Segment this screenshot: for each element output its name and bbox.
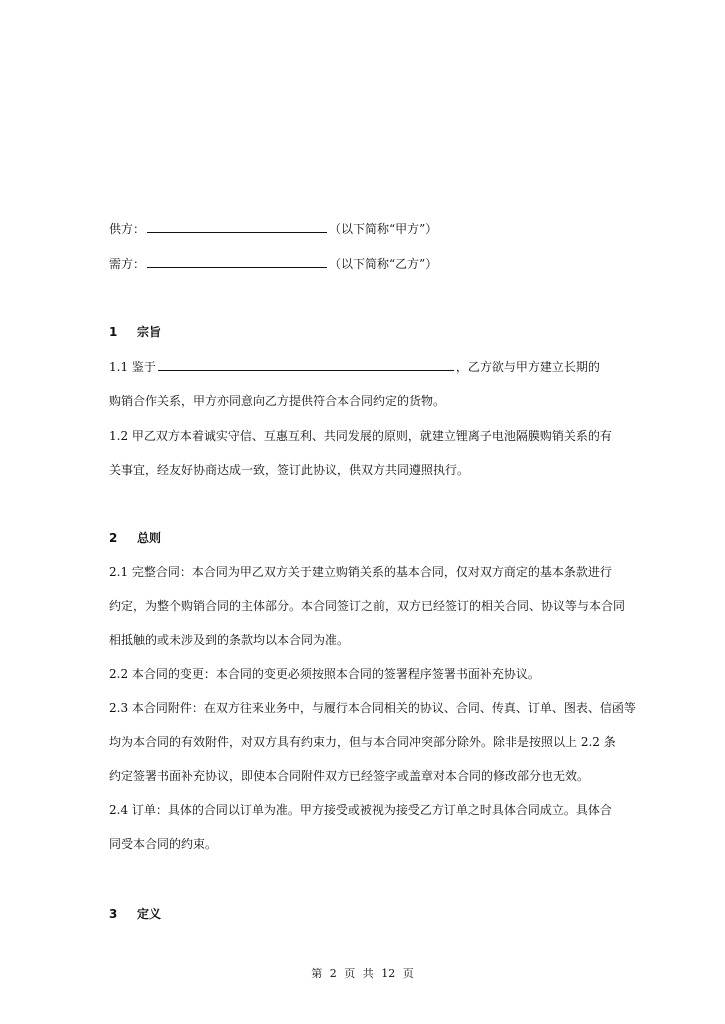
section-2-title: 总则	[137, 531, 162, 545]
buyer-suffix: （以下简称“乙方”）	[329, 257, 438, 271]
clause-2-1-line-1: 2.1 完整合同：本合同为甲乙双方关于建立购销关系的基本合同，仅对双方商定的基本条款进行	[109, 565, 612, 579]
supplier-label: 供方：	[109, 222, 146, 236]
clause-2-3-line-3: 约定签署书面补充协议，即使本合同附件双方已经签字或盖章对本合同的修改部分也无效。	[109, 769, 590, 783]
clause-1-1-suffix: ，乙方欲与甲方建立长期的	[455, 360, 600, 374]
section-1-heading	[109, 324, 161, 340]
clause-1-2-line-1: 1.2 甲乙双方本着诚实守信、互惠互利、共同发展的原则，就建立锂离子电池隔膜购销关系的有	[109, 429, 612, 443]
buyer-label: 需方：	[109, 257, 146, 271]
clause-2-3-line-2: 均为本合同的有效附件，对双方具有约束力，但与本合同冲突部分除外。除非是按照以上 2.2 条	[109, 735, 616, 749]
section-1-number: 1	[109, 325, 118, 339]
section-3-number: 3	[109, 907, 118, 921]
clause-1-1-line-1	[109, 358, 600, 375]
clause-1-1-prefix: 1.1 鉴于	[109, 360, 156, 374]
clause-2-1-line-3: 相抵触的或未涉及到的条款均以本合同为准。	[109, 633, 350, 647]
supplier-blank	[147, 220, 327, 233]
section-1-title: 宗旨	[137, 325, 162, 339]
section-2-number: 2	[109, 531, 118, 545]
supplier-line	[109, 220, 437, 237]
section-3-title: 定义	[137, 907, 162, 921]
clause-2-2: 2.2 本合同的变更：本合同的变更必须按照本合同的签署程序签署书面补充协议。	[109, 667, 540, 681]
buyer-blank	[147, 255, 327, 268]
clause-2-4-line-2: 同受本合同的约束。	[109, 837, 218, 851]
buyer-line	[109, 255, 437, 272]
clause-1-1-blank	[158, 358, 454, 371]
page-footer: 第 2 页 共 12 页	[311, 967, 414, 980]
section-2-heading	[109, 530, 161, 546]
supplier-suffix: （以下简称“甲方”）	[329, 222, 438, 236]
clause-1-2-line-2: 关事宜，经友好协商达成一致，签订此协议，供双方共同遵照执行。	[109, 463, 470, 477]
clause-2-1-line-2: 约定，为整个购销合同的主体部分。本合同签订之前，双方已经签订的相关合同、协议等与本合同	[109, 599, 626, 613]
clause-2-3-line-1: 2.3 本合同附件：在双方往来业务中，与履行本合同相关的协议、合同、传真、订单、图表、信函等	[109, 701, 636, 715]
clause-2-4-line-1: 2.4 订单：具体的合同以订单为准。甲方接受或被视为接受乙方订单之时具体合同成立。具体合	[109, 803, 612, 817]
section-3-heading	[109, 906, 161, 922]
clause-1-1-line-2: 购销合作关系，甲方亦同意向乙方提供符合本合同约定的货物。	[109, 394, 446, 408]
